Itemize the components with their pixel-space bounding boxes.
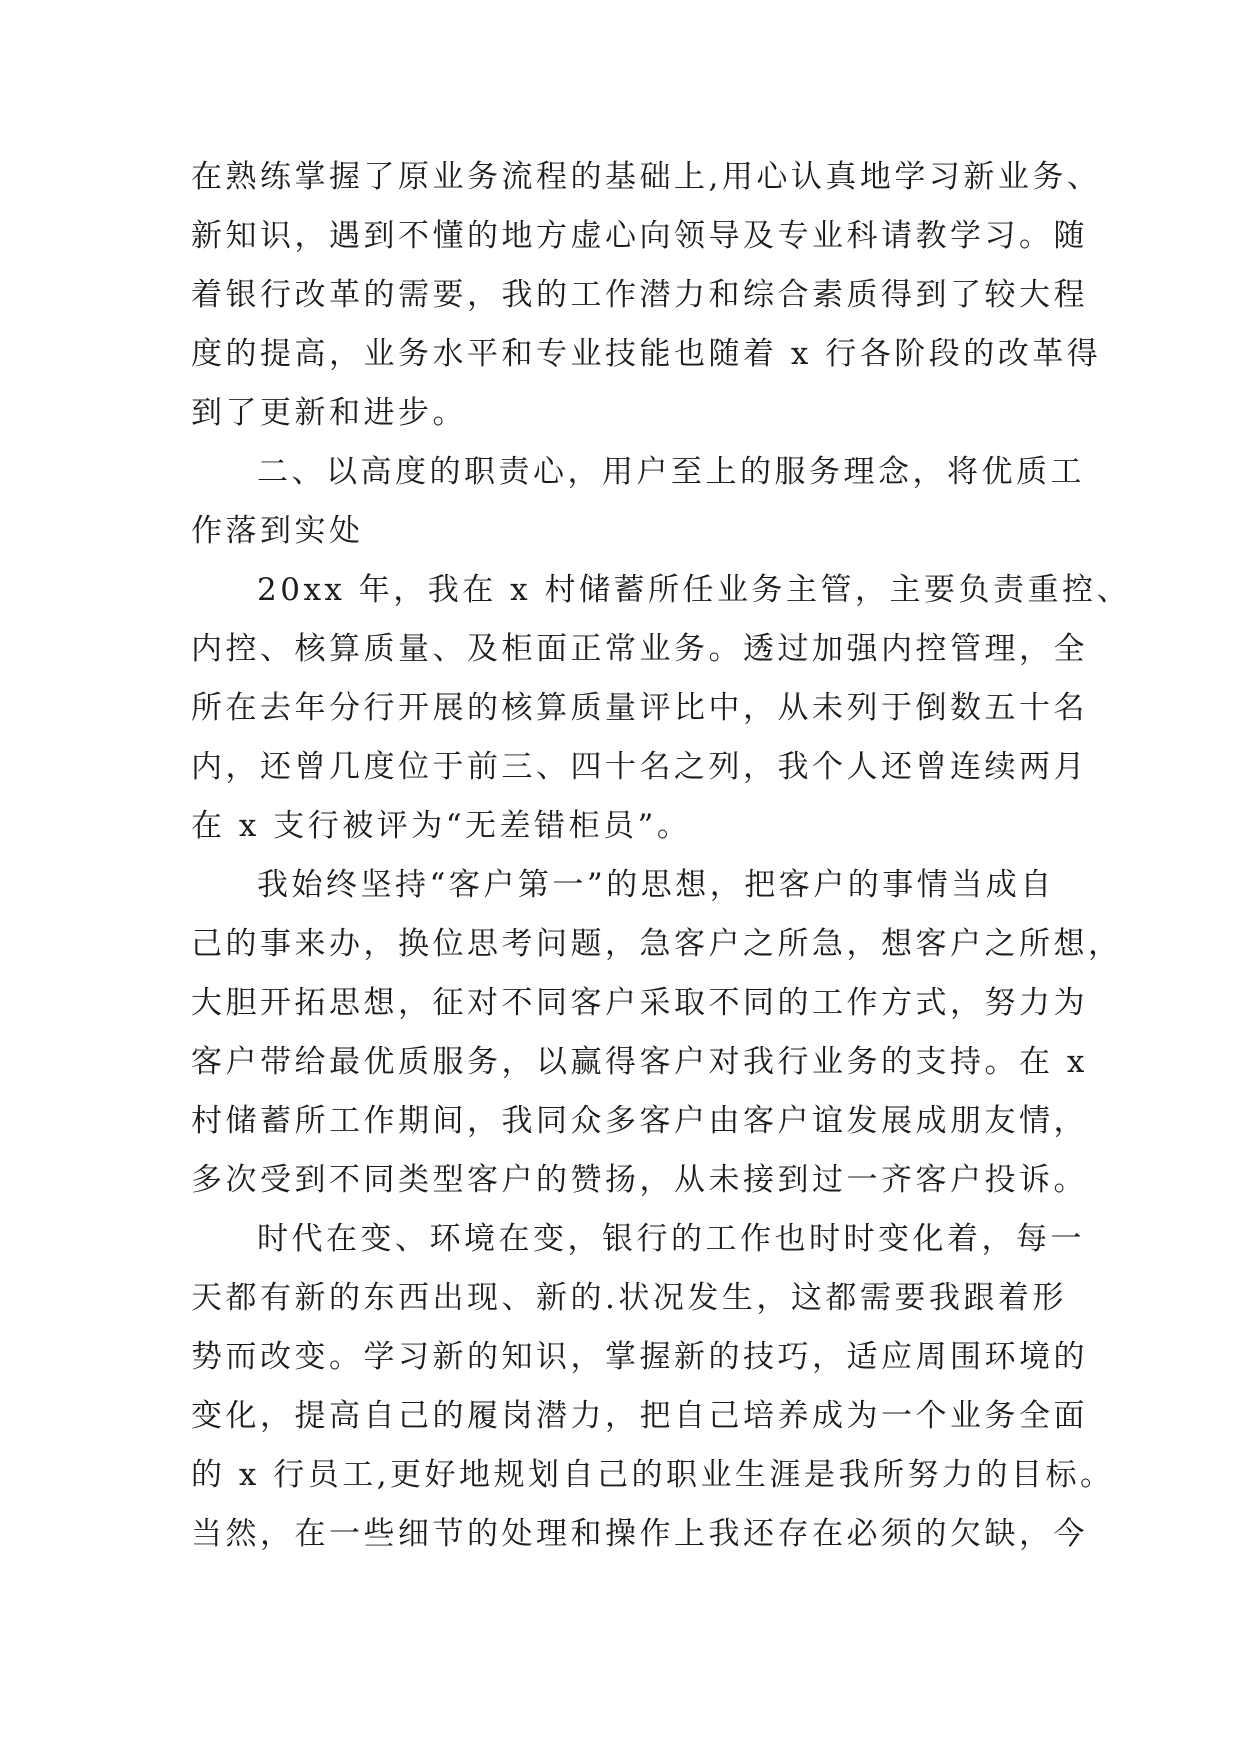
- text-line: 我始终坚持“客户第一”的思想，把客户的事情当成自: [257, 867, 1055, 903]
- body-text: [191, 148, 1131, 1564]
- text-line: 大胆开拓思想，征对不同客户采取不同的工作方式，努力为: [191, 985, 1088, 1021]
- text-line: 到了更新和进步。: [191, 395, 467, 431]
- text-line: 势而改变。学习新的知识，掌握新的技巧，适应周围环境的: [191, 1339, 1088, 1375]
- section-heading-line: 二、以高度的职责心，用户至上的服务理念，将优质工: [257, 454, 1085, 490]
- text-line: 度的提高，业务水平和专业技能也随着 x 行各阶段的改革得: [191, 336, 1102, 372]
- text-line: 客户带给最优质服务，以赢得客户对我行业务的支持。在 x: [191, 1044, 1088, 1080]
- text-line: 在 x 支行被评为“无差错柜员”。: [191, 808, 692, 844]
- text-line: 天都有新的东西出现、新的.状况发生，这都需要我跟着形: [191, 1280, 1067, 1316]
- text-line: 村储蓄所工作期间，我同众多客户由客户谊发展成朋友情，: [191, 1103, 1088, 1139]
- text-line: 内，还曾几度位于前三、四十名之列，我个人还曾连续两月: [191, 749, 1088, 785]
- text-line: 的 x 行员工,更好地规划自己的职业生涯是我所努力的目标。: [191, 1457, 1115, 1493]
- section-heading-line: 作落到实处: [191, 513, 364, 549]
- text-line: 所在去年分行开展的核算质量评比中，从未列于倒数五十名: [191, 690, 1088, 726]
- text-line: 在熟练掌握了原业务流程的基础上,用心认真地学习新业务、: [191, 159, 1102, 195]
- text-line: 变化，提高自己的履岗潜力，把自己培养成为一个业务全面: [191, 1398, 1088, 1434]
- text-line: 时代在变、环境在变，银行的工作也时时变化着，每一: [257, 1221, 1085, 1257]
- text-line: 内控、核算质量、及柜面正常业务。透过加强内控管理，全: [191, 631, 1088, 667]
- text-line: 20xx 年，我在 x 村储蓄所任业务主管，主要负责重控、: [257, 572, 1131, 608]
- text-line: 当然，在一些细节的处理和操作上我还存在必须的欠缺，今: [191, 1516, 1088, 1552]
- text-line: 着银行改革的需要，我的工作潜力和综合素质得到了较大程: [191, 277, 1088, 313]
- text-line: 新知识，遇到不懂的地方虚心向领导及专业科请教学习。随: [191, 218, 1088, 254]
- text-line: 己的事来办，换位思考问题，急客户之所急，想客户之所想，: [191, 926, 1123, 962]
- text-line: 多次受到不同类型客户的赞扬，从未接到过一齐客户投诉。: [191, 1162, 1088, 1198]
